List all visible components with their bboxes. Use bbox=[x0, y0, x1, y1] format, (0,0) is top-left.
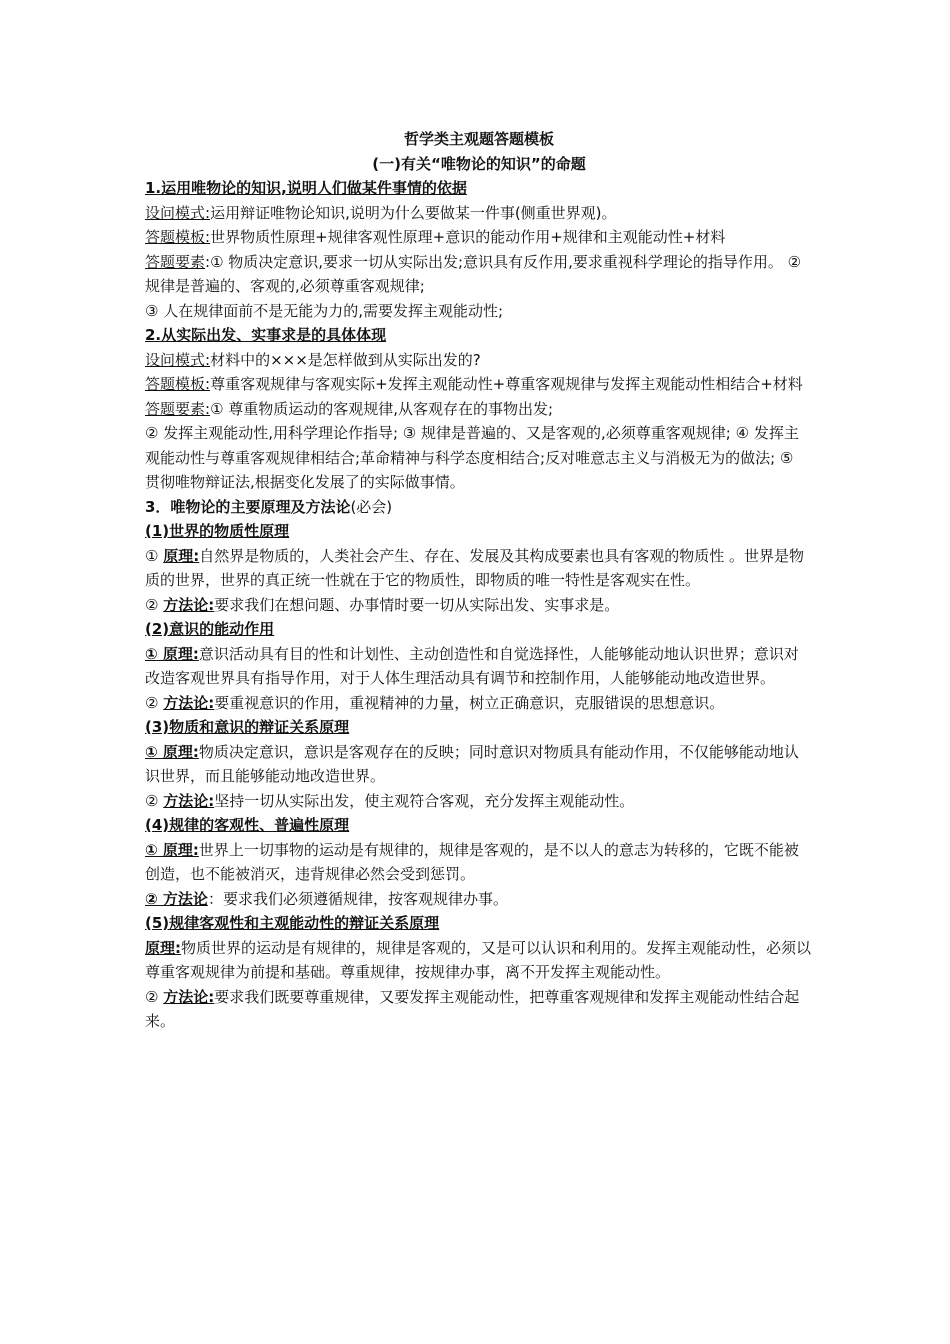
principle-5-theory bbox=[145, 936, 813, 985]
template-text: 世界物质性原理+规律客观性原理+意识的能动作用+规律和主观能动性+材料 bbox=[210, 228, 726, 246]
question-text: 运用辩证唯物论知识,说明为什么要做某一件事(侧重世界观)。 bbox=[210, 203, 617, 222]
section-1-template bbox=[145, 225, 813, 250]
method-text: ：要求我们必须遵循规律，按客观规律办事。 bbox=[207, 889, 508, 908]
question-label: 设问模式: bbox=[145, 350, 211, 369]
section-3-note: (必会) bbox=[350, 497, 393, 516]
section-1-elements bbox=[145, 250, 813, 299]
method-text: 要求我们既要尊重规律，又要发挥主观能动性，把尊重客观规律和发挥主观能动性结合起来。 bbox=[145, 987, 800, 1030]
theory-text: 世界上一切事物的运动是有规律的，规律是客观的，是不以人的意志为转移的，它既不能被创造，也不能被消灭，违背规律必然会受到惩罚。 bbox=[145, 840, 799, 883]
method-label: 方法论: bbox=[163, 791, 215, 810]
section-2-elements-2: ② 发挥主观能动性,用科学理论作指导; ③ 规律是普遍的、又是客观的,必须尊重客观规律; ④ 发挥主观能动性与尊重客观规律相结合;革命精神与科学态度相结合;反对唯意志主义与消极无为的做法; ⑤ 贯彻唯物辩证法,根据变化发展了的实际做事情。 bbox=[145, 424, 799, 491]
document-title: 哲学类主观题答题模板 bbox=[403, 130, 554, 148]
principle-4-method bbox=[145, 887, 813, 912]
elements-label: 答题要素: bbox=[145, 399, 211, 418]
principle-2-method bbox=[145, 691, 813, 716]
method-label: 方法论: bbox=[163, 595, 215, 614]
elements-text: ① 尊重物质运动的客观规律,从客观存在的事物出发; bbox=[210, 399, 554, 418]
method-label: 方法论: bbox=[163, 987, 215, 1006]
item-number: ② bbox=[145, 987, 164, 1006]
section-2-elements bbox=[145, 397, 813, 422]
section-2-question bbox=[145, 348, 813, 373]
template-label: 答题模板: bbox=[145, 375, 211, 393]
principle-5-method bbox=[145, 985, 813, 1034]
principle-1-heading: (1)世界的物质性原理 bbox=[145, 522, 290, 540]
theory-label: 原理: bbox=[145, 938, 181, 957]
principle-1-theory bbox=[145, 544, 813, 593]
section-1-heading: 1.运用唯物论的知识,说明人们做某件事情的依据 bbox=[145, 179, 467, 197]
principle-3-heading: (3)物质和意识的辩证关系原理 bbox=[145, 718, 350, 736]
section-3-title: 3．唯物论的主要原理及方法论 bbox=[145, 497, 351, 516]
method-text: 要重视意识的作用，重视精神的力量，树立正确意识，克服错误的思想意识。 bbox=[214, 693, 725, 712]
principle-3-theory bbox=[145, 740, 813, 789]
principle-1-method bbox=[145, 593, 813, 618]
theory-text: 自然界是物质的，人类社会产生、存在、发展及其构成要素也具有客观的物质性 。世界是物质的世界，世界的真正统一性就在于它的物质性，即物质的唯一特性是客观实在性。 bbox=[145, 546, 804, 589]
principle-2-heading: (2)意识的能动作用 bbox=[145, 620, 275, 638]
method-label: ② 方法论 bbox=[145, 889, 208, 908]
theory-label: ① 原理: bbox=[145, 644, 199, 663]
section-2-heading: 2.从实际出发、实事求是的具体体现 bbox=[145, 326, 387, 344]
principle-2-theory bbox=[145, 642, 813, 691]
question-label: 设问模式: bbox=[145, 203, 211, 222]
item-number: ② bbox=[145, 791, 164, 810]
question-text: 材料中的×××是怎样做到从实际出发的? bbox=[210, 350, 481, 369]
theory-label: ① 原理: bbox=[145, 840, 199, 859]
item-number: ② bbox=[145, 595, 164, 614]
principle-4-heading: (4)规律的客观性、普遍性原理 bbox=[145, 816, 350, 834]
section-1-question bbox=[145, 201, 813, 226]
section-2-template bbox=[145, 372, 813, 397]
principle-5-heading: (5)规律客观性和主观能动性的辩证关系原理 bbox=[145, 914, 440, 932]
item-number: ② bbox=[145, 693, 164, 712]
template-label: 答题模板: bbox=[145, 228, 211, 246]
item-number: ① bbox=[145, 546, 164, 565]
template-text: 尊重客观规律与客观实际+发挥主观能动性+尊重客观规律与发挥主观能动性相结合+材料 bbox=[210, 375, 803, 393]
document-page bbox=[145, 127, 813, 1034]
theory-text: 意识活动具有目的性和计划性、主动创造性和自觉选择性，人能够能动地认识世界；意识对改造客观世界具有指导作用，对于人体生理活动具有调节和控制作用，人能够能动地改造世界。 bbox=[145, 644, 799, 687]
theory-label: ① 原理: bbox=[145, 742, 199, 761]
section-1-elements-2: ③ 人在规律面前不是无能为力的,需要发挥主观能动性; bbox=[145, 301, 504, 320]
theory-text: 物质决定意识，意识是客观存在的反映；同时意识对物质具有能动作用，不仅能够能动地认识世界，而且能够能动地改造世界。 bbox=[145, 742, 799, 785]
principle-4-theory bbox=[145, 838, 813, 887]
theory-text: 物质世界的运动是有规律的，规律是客观的，又是可以认识和利用的。发挥主观能动性，必须以尊重客观规律为前提和基础。尊重规律，按规律办事，离不开发挥主观能动性。 bbox=[145, 938, 812, 981]
section-3-heading bbox=[145, 495, 813, 520]
elements-label: 答题要素 bbox=[145, 252, 206, 271]
method-text: 要求我们在想问题、办事情时要一切从实际出发、实事求是。 bbox=[214, 595, 620, 614]
document-subtitle: (一)有关“唯物论的知识”的命题 bbox=[372, 154, 586, 173]
method-label: 方法论: bbox=[163, 693, 215, 712]
principle-3-method bbox=[145, 789, 813, 814]
elements-text: :① 物质决定意识,要求一切从实际出发;意识具有反作用,要求重视科学理论的指导作用。 ②规律是普遍的、客观的,必须尊重客观规律; bbox=[145, 252, 802, 295]
method-text: 坚持一切从实际出发，使主观符合客观，充分发挥主观能动性。 bbox=[214, 791, 635, 810]
theory-label: 原理: bbox=[163, 546, 200, 565]
